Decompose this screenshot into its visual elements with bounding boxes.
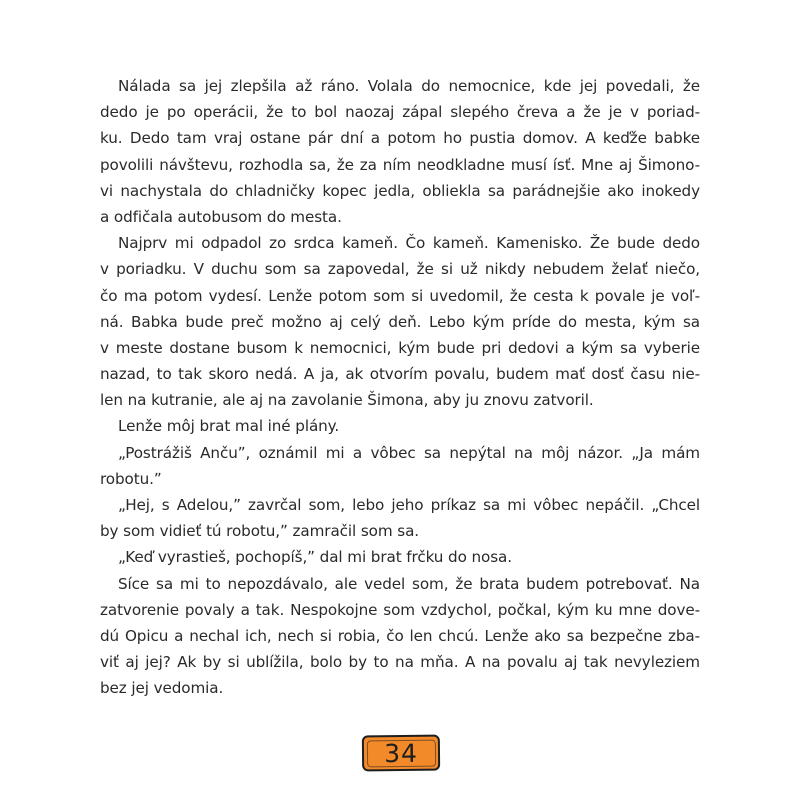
text-line: ku. Dedo tam vraj ostane pár dní a potom ho pustia domov. A keďže babke [100,129,700,148]
text-line: len na kutranie, ale aj na zavolanie Šimona, aby ju znovu zatvoril. [100,391,594,410]
text-line: Najprv mi odpadol zo srdca kameň. Čo kameň. Kamenisko. Že bude dedo [118,234,700,253]
text-line: v meste dostane busom k nemocnici, kým bude pri dedovi a kým sa vyberie [100,338,700,357]
text-line: „Hej, s Adelou,ˮ zavrčal som, lebo jeho príkaz sa mi vôbec nepáčil. „Chcel [118,496,700,514]
text-line: dú Opicu a nechal ich, nech si robia, čo len chcú. Lenže ako sa bezpečne zba- [100,626,700,645]
body-text [100,73,700,702]
text-line: čo ma potom vydesí. Lenže potom som si uvedomil, že cesta k povale je voľ- [100,286,700,305]
page-number: 34 [383,738,419,768]
text-line: „Postrážiš Ančuˮ, oznámil mi a vôbec sa nepýtal na môj názor. „Ja mám [118,443,700,462]
text-line: Nálada sa jej zlepšila až ráno. Volala do nemocnice, kde jej povedali, že [118,77,700,95]
text-line: dedo je po operácii, že to bol naozaj zápal slepého čreva a že je v poriad- [100,103,700,122]
text-line: Síce sa mi to nepozdávalo, ale vedel som, že brata budem potrebovať. Na [118,574,700,593]
text-line: Lenže môj brat mal iné plány. [118,417,340,436]
text-line: v poriadku. V duchu som sa zapovedal, že si už nikdy nebudem želať niečo, [100,260,700,279]
text-line: „Keď vyrastieš, pochopíš,ˮ dal mi brat frčku do nosa. [118,548,512,567]
text-line: by som vidieť tú robotu,ˮ zamračil som sa. [100,522,420,541]
text-line: nazad, to tak skoro nedá. A ja, ak otvorím povalu, budem mať dosť času nie- [100,365,700,384]
text-line: ná. Babka bude preč možno aj celý deň. Lebo kým príde do mesta, kým sa [100,312,700,331]
text-line: a odfičala autobusom do mesta. [100,207,342,226]
page-number-badge [362,735,440,772]
text-line: povolili návštevu, rozhodla sa, že za ním neodkladne musí ísť. Mne aj Šimono- [100,155,700,174]
text-line: viť aj jej? Ak by si ublížila, bolo by to na mňa. A na povalu aj tak nevyleziem [100,653,700,672]
text-line: vi nachystala do chladničky kopec jedla, obliekla sa parádnejšie ako inokedy [100,181,700,200]
text-line: bez jej vedomia. [100,679,224,698]
text-line: robotu.ˮ [100,469,162,488]
text-line: zatvorenie povaly a tak. Nespokojne som vzdychol, počkal, kým ku mne dove- [100,600,700,619]
